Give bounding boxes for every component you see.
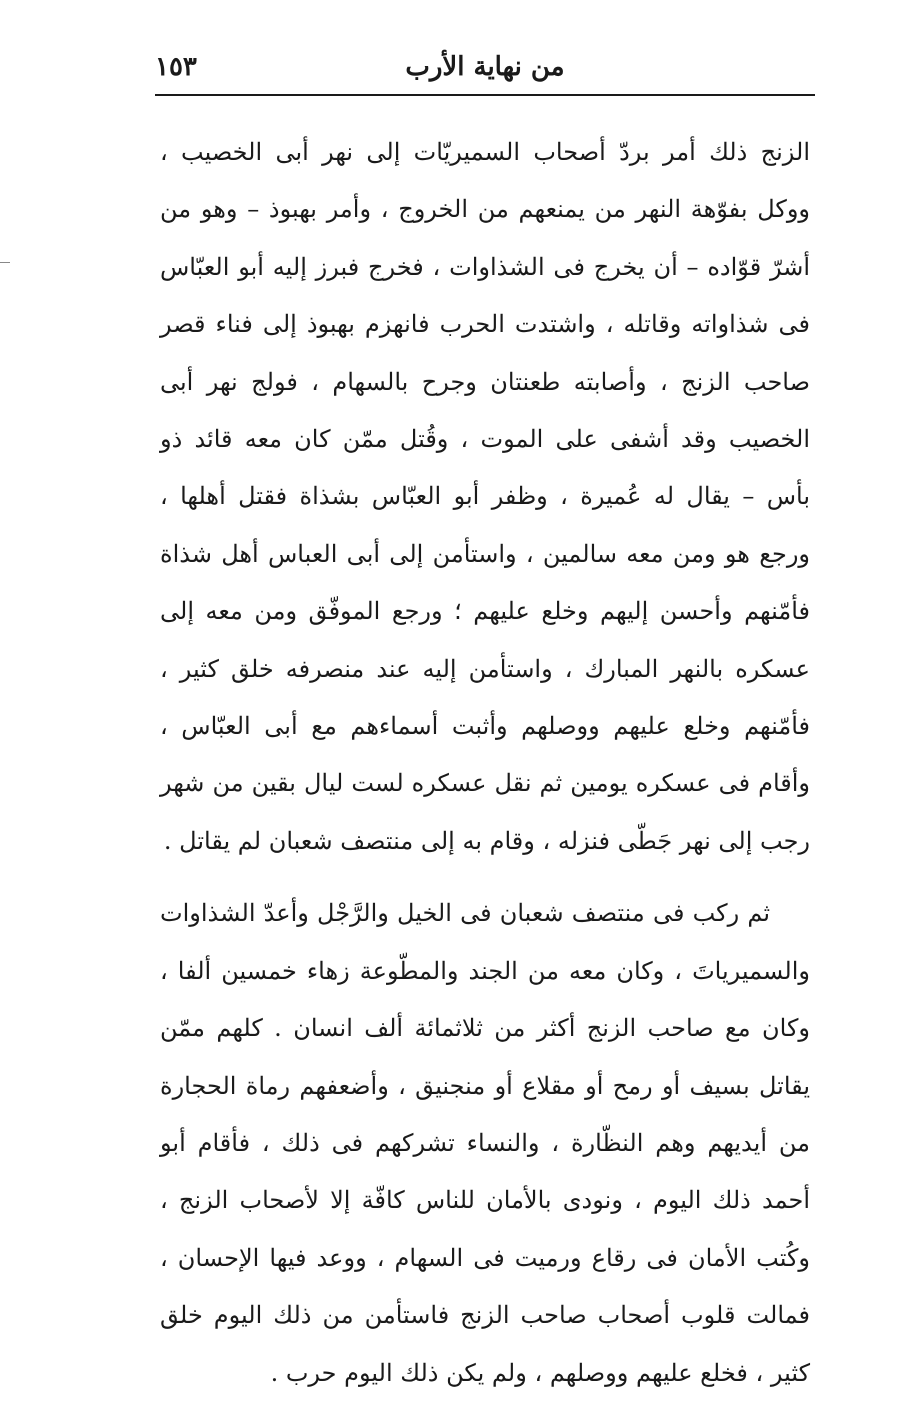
page-number: ١٥٣ (155, 52, 197, 82)
header-rule (155, 94, 815, 96)
margin-mark (0, 262, 10, 263)
paragraph-2: ثم ركب فى منتصف شعبان فى الخيل والرَّجْل وأعدّ الشذاوات والسميرياتَ ، وكان معه من الجند والمطّوعة زهاء خمسين ألفا ، وكان مع صاحب الزنج أكثر من ثلاثمائة ألف انسان . كلهم ممّن يقاتل بسيف أو رمح أو مقلاع أو منجنيق ، وأضعفهم رماة الحجارة من أيديهم وهم النظّارة ، والنساء تشركهم فى ذلك ، فأقام أبو أحمد ذلك اليوم ، ونودى بالأمان للناس كافّة إلا لأصحاب الزنج ، وكُتب الأمان فى رقاع ورميت فى السهام ، ووعد فيها الإحسان ، فمالت قلوب أصحاب صاحب الزنج فاستأمن من ذلك اليوم خلق كثير ، فخلع عليهم ووصلهم ، ولم يكن ذلك اليوم حرب . (160, 899, 811, 1387)
body-text (160, 124, 810, 1402)
page-header (155, 52, 815, 92)
running-title: من نهاية الأرب (405, 52, 565, 82)
paragraph-1: الزنج ذلك أمر بردّ أصحاب السميريّات إلى نهر أبى الخصيب ، ووكل بفوّهة النهر من يمنعهم من الخروج ، وأمر بهبوذ – وهو من أشرّ قوّاده – أن يخرج فى الشذاوات ، فخرج فبرز إليه أبو العبّاس فى شذاواته وقاتله ، واشتدت الحرب فانهزم بهبوذ إلى فناء قصر صاحب الزنج ، وأصابته طعنتان وجرح بالسهام ، فولج نهر أبى الخصيب وقد أشفى على الموت ، وقُتل ممّن كان معه قائد ذو بأس – يقال له عُميرة ، وظفر أبو العبّاس بشذاة فقتل أهلها ، ورجع هو ومن معه سالمين ، واستأمن إلى أبى العباس أهل شذاة فأمّنهم وأحسن إليهم وخلع عليهم ؛ ورجع الموفّق ومن معه إلى عسكره بالنهر المبارك ، واستأمن إليه عند منصرفه خلق كثير ، فأمّنهم وخلع عليهم ووصلهم وأثبت أسماءهم مع أبى العبّاس ، وأقام فى عسكره يومين ثم نقل عسكره لست ليال بقين من شهر رجب إلى نهر جَطّى فنزله ، وقام به إلى منتصف شعبان لم يقاتل . (160, 138, 810, 855)
